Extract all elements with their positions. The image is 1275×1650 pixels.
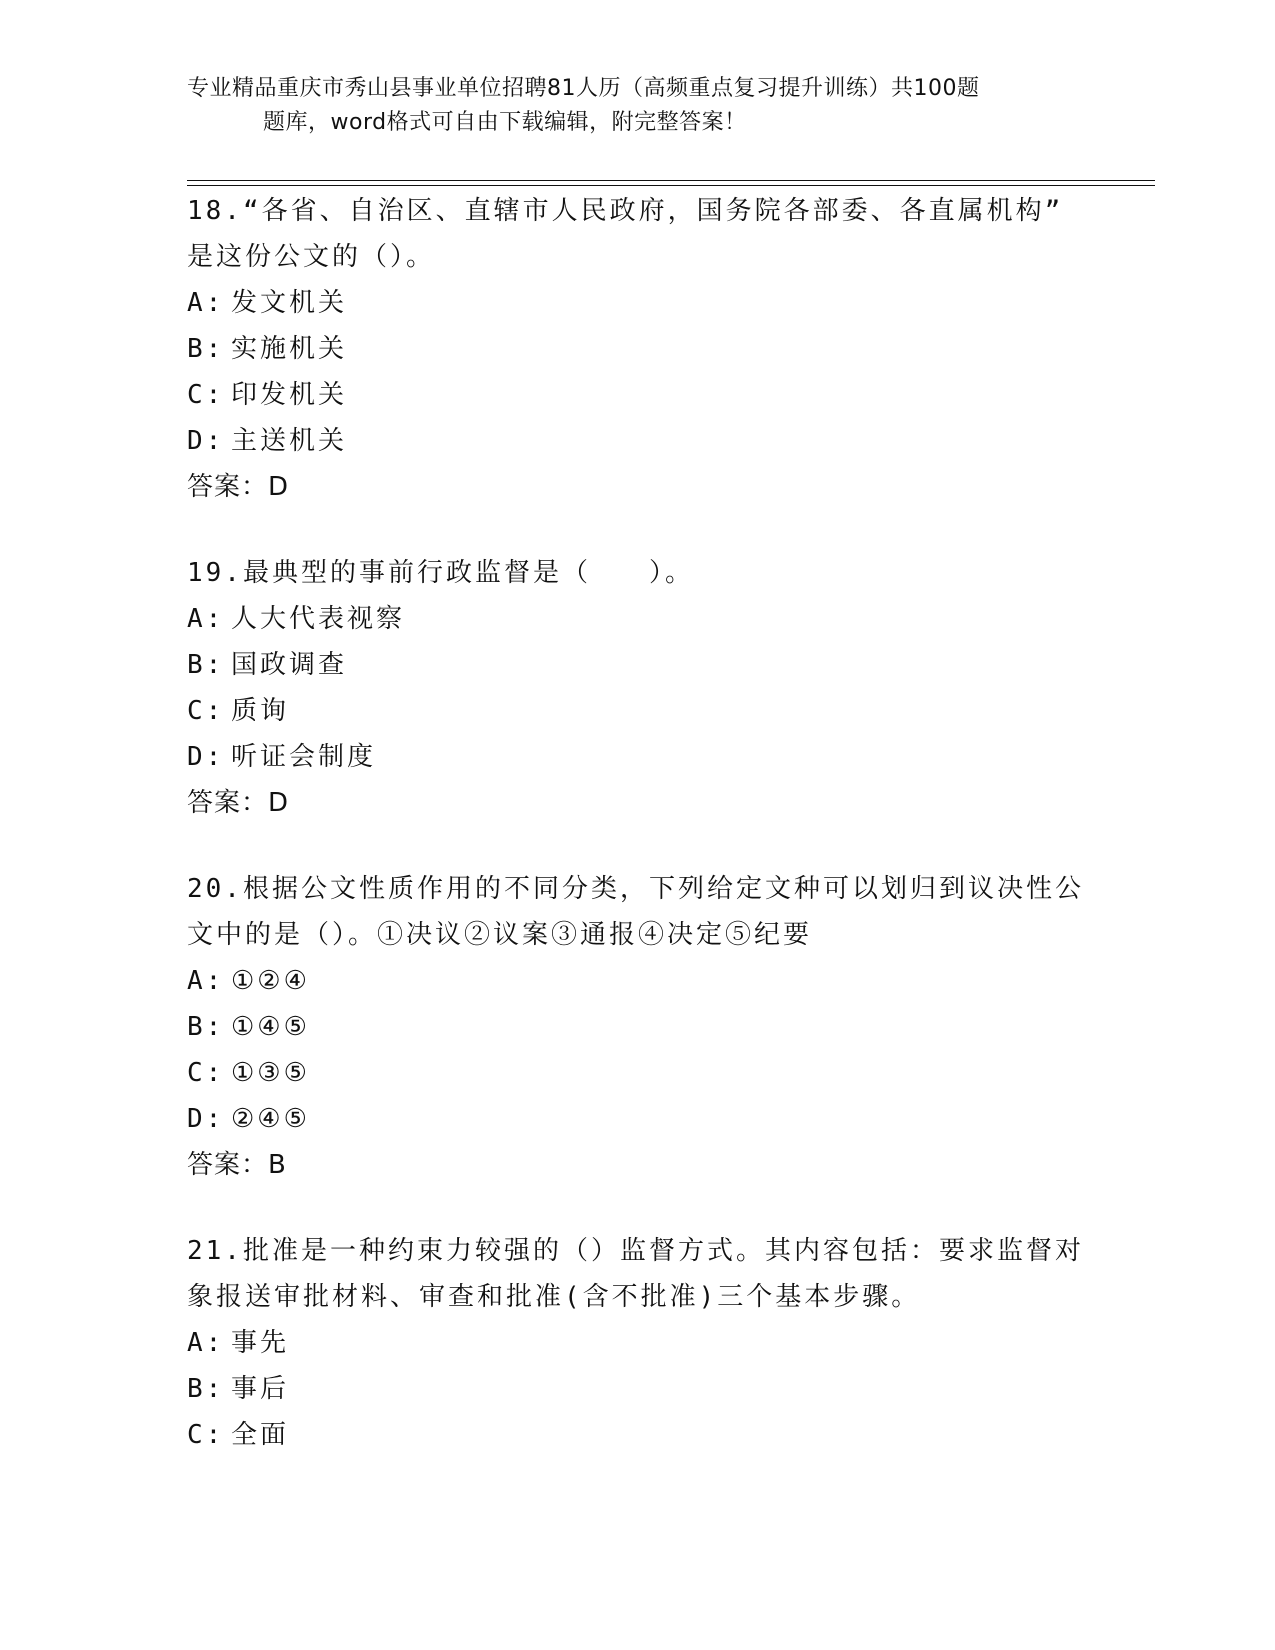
option-c [187, 688, 1087, 734]
option-b [187, 1366, 1087, 1412]
option-key: D: [187, 1104, 225, 1134]
option-a [187, 596, 1087, 642]
option-text: ①③⑤ [231, 1058, 310, 1088]
question-stem-line: 是这份公文的（）。 [187, 242, 436, 272]
question-20 [187, 866, 1087, 1188]
answer-line: 答案：D [187, 788, 290, 818]
header-double-rule [187, 180, 1155, 186]
question-stem-line: 文中的是（）。①决议②议案③通报④决定⑤纪要 [187, 920, 813, 950]
option-key: C: [187, 1420, 225, 1450]
option-key: D: [187, 426, 225, 456]
question-stem-line: 象报送审批材料、审查和批准(含不批准)三个基本步骤。 [187, 1282, 921, 1312]
option-key: D: [187, 742, 225, 772]
option-key: A: [187, 288, 225, 318]
option-key: B: [187, 1374, 225, 1404]
question-18 [187, 188, 1087, 510]
option-d [187, 734, 1087, 780]
option-key: A: [187, 604, 225, 634]
option-key: A: [187, 1328, 225, 1358]
option-text: 印发机关 [231, 380, 348, 410]
option-text: 国政调查 [231, 650, 348, 680]
header-title-line-2: 题库，word格式可自由下载编辑，附完整答案！ [263, 110, 747, 135]
option-text: 全面 [231, 1420, 290, 1450]
question-21 [187, 1228, 1087, 1458]
question-stem-line: 21.批准是一种约束力较强的（）监督方式。其内容包括：要求监督对 [187, 1236, 1084, 1266]
question-19 [187, 550, 1087, 826]
option-d [187, 418, 1087, 464]
option-key: B: [187, 650, 225, 680]
option-text: 质询 [231, 696, 290, 726]
option-text: ①④⑤ [231, 1012, 310, 1042]
question-stem-line: 19.最典型的事前行政监督是（ ）。 [187, 558, 694, 588]
option-text: 发文机关 [231, 288, 348, 318]
option-text: 事后 [231, 1374, 290, 1404]
option-key: B: [187, 1012, 225, 1042]
option-a [187, 1320, 1087, 1366]
option-b [187, 642, 1087, 688]
option-c [187, 372, 1087, 418]
option-b [187, 326, 1087, 372]
option-c [187, 1412, 1087, 1458]
option-text: 听证会制度 [231, 742, 377, 772]
option-b [187, 1004, 1087, 1050]
option-a [187, 280, 1087, 326]
option-key: B: [187, 334, 225, 364]
option-key: C: [187, 1058, 225, 1088]
option-d [187, 1096, 1087, 1142]
answer-line: 答案：B [187, 1150, 287, 1180]
answer-line: 答案：D [187, 472, 290, 502]
option-key: C: [187, 380, 225, 410]
option-a [187, 958, 1087, 1004]
header-title-line-1: 专业精品重庆市秀山县事业单位招聘81人历（高频重点复习提升训练）共100题 [187, 76, 980, 101]
option-text: 主送机关 [231, 426, 348, 456]
option-text: 事先 [231, 1328, 290, 1358]
question-stem-line: 18.“各省、自治区、直辖市人民政府，国务院各部委、各直属机构” [187, 196, 1064, 226]
option-text: ②④⑤ [231, 1104, 310, 1134]
option-text: 实施机关 [231, 334, 348, 364]
option-text: ①②④ [231, 966, 310, 996]
option-c [187, 1050, 1087, 1096]
option-key: A: [187, 966, 225, 996]
question-stem-line: 20.根据公文性质作用的不同分类，下列给定文种可以划归到议决性公 [187, 874, 1084, 904]
document-header [187, 72, 1087, 140]
option-key: C: [187, 696, 225, 726]
question-list [187, 188, 1087, 1498]
option-text: 人大代表视察 [231, 604, 406, 634]
